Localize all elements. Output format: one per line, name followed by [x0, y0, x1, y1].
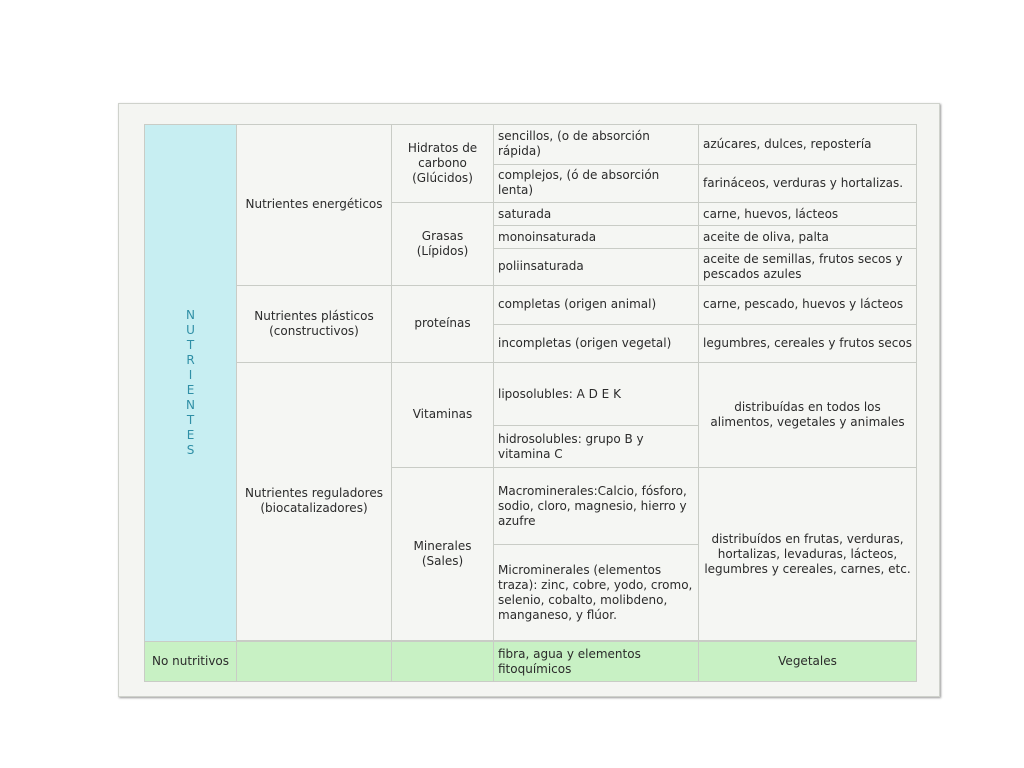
subtype-incompletas: incompletas (origen vegetal) [494, 325, 699, 363]
title-letter: T [186, 338, 195, 353]
title-letter: T [186, 413, 195, 428]
source-sencillos: azúcares, dulces, repostería [699, 125, 917, 165]
empty-cell [392, 642, 494, 682]
title-letter: N [186, 398, 195, 413]
nutrients-table [144, 124, 917, 682]
group-plasticos: Nutrientes plásticos (constructivos) [237, 285, 392, 362]
empty-cell [237, 642, 392, 682]
table-frame [118, 103, 940, 697]
source-poliinsaturada: aceite de semillas, frutos secos y pescados azules [699, 249, 917, 286]
source-monoinsaturada: aceite de oliva, palta [699, 226, 917, 249]
subtype-fibra: fibra, agua y elementos fitoquímicos [494, 642, 699, 682]
source-saturada: carne, huevos, lácteos [699, 203, 917, 226]
subtype-completas: completas (origen animal) [494, 285, 699, 325]
type-vitaminas: Vitaminas [392, 362, 494, 467]
nutrientes-vertical-title [145, 125, 237, 642]
source-fibra: Vegetales [699, 642, 917, 682]
subtype-hidrosolubles: hidrosolubles: grupo B y vitamina C [494, 426, 699, 468]
subtype-monoinsaturada: monoinsaturada [494, 226, 699, 249]
group-no-nutritivos: No nutritivos [145, 642, 237, 682]
subtype-poliinsaturada: poliinsaturada [494, 249, 699, 286]
source-minerales: distribuídos en frutas, verduras, hortalizas, levaduras, lácteos, legumbres y cereales, carnes, etc. [699, 468, 917, 641]
subtype-macrominerales: Macrominerales:Calcio, fósforo, sodio, cloro, magnesio, hierro y azufre [494, 468, 699, 545]
source-complejos: farináceos, verduras y hortalizas. [699, 164, 917, 203]
group-reguladores: Nutrientes reguladores (biocatalizadores) [237, 362, 392, 640]
source-completas: carne, pescado, huevos y lácteos [699, 285, 917, 325]
title-letter: I [188, 368, 193, 383]
subtype-liposolubles: liposolubles: A D E K [494, 362, 699, 426]
type-minerales: Minerales (Sales) [392, 468, 494, 641]
subtype-complejos: complejos, (ó de absorción lenta) [494, 164, 699, 203]
source-incompletas: legumbres, cereales y frutos secos [699, 325, 917, 363]
subtype-sencillos: sencillos, (o de absorción rápida) [494, 125, 699, 165]
type-grasas: Grasas (Lípidos) [392, 203, 494, 285]
title-letter: E [186, 383, 195, 398]
title-letter: E [186, 428, 195, 443]
source-vitaminas: distribuídas en todos los alimentos, vegetales y animales [699, 362, 917, 467]
title-letter: N [186, 308, 195, 323]
title-letter: R [186, 353, 195, 368]
type-proteinas: proteínas [392, 285, 494, 362]
subtype-microminerales: Microminerales (elementos traza): zinc, cobre, yodo, cromo, selenio, cobalto, molibdeno, manganeso, y flúor. [494, 545, 699, 641]
group-energeticos: Nutrientes energéticos [237, 125, 392, 286]
title-letter: U [186, 323, 195, 338]
title-letter: S [186, 443, 195, 458]
subtype-saturada: saturada [494, 203, 699, 226]
type-hidratos: Hidratos de carbono (Glúcidos) [392, 125, 494, 203]
